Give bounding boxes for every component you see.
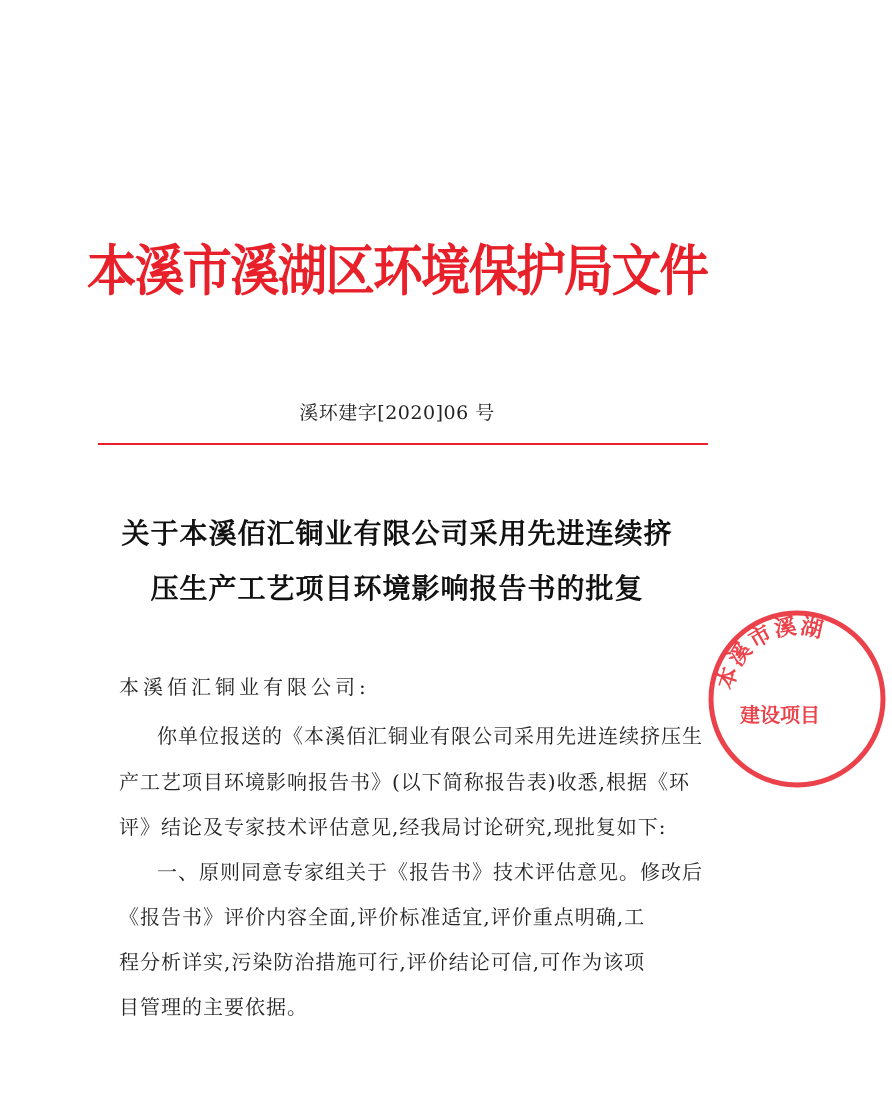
document-number: 溪环建字[2020]06 号 — [299, 402, 495, 424]
svg-text:本溪市溪湖 — [712, 614, 827, 692]
seal-top-text: 本溪市溪湖 — [713, 614, 827, 693]
body-line: 目管理的主要依据。 — [119, 995, 308, 1019]
issuer-title: 本溪市溪湖区环境保护局文件 — [86, 239, 708, 303]
body-line: 你单位报送的《本溪佰汇铜业有限公司采用先进连续挤压生 — [157, 724, 703, 748]
body-line: 程分析详实,污染防治措施可行,评价结论可信,可作为该项 — [119, 950, 646, 974]
body-line: 产工艺项目环境影响报告书》(以下简称报告表)收悉,根据《环 — [119, 770, 690, 794]
body-line: 《报告书》评价内容全面,评价标准适宜,评价重点明确,工 — [119, 905, 646, 929]
body-line: 评》结论及专家技术评估意见,经我局讨论研究,现批复如下: — [119, 815, 667, 839]
subject-line-2: 压生产工艺项目环境影响报告书的批复 — [150, 572, 644, 605]
body-line: 一、原则同意专家组关于《报告书》技术评估意见。修改后 — [157, 860, 703, 884]
official-seal-stamp — [702, 604, 892, 794]
addressee: 本溪佰汇铜业有限公司: — [119, 675, 370, 699]
seal-bottom-text: 建设项目 — [740, 703, 820, 727]
red-divider — [98, 443, 708, 445]
subject-line-1: 关于本溪佰汇铜业有限公司采用先进连续挤 — [121, 517, 673, 550]
